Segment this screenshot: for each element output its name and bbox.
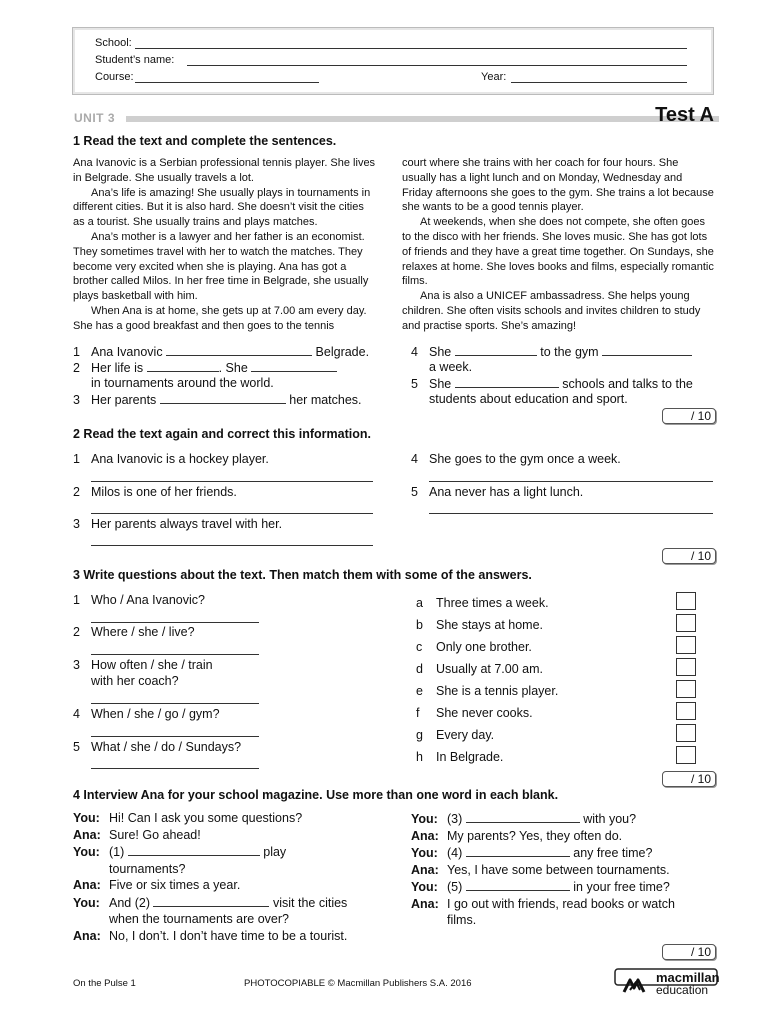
s3-question-3: 3 How often / she / train xyxy=(73,658,213,672)
blank[interactable] xyxy=(251,359,337,372)
footer-book-title: On the Pulse 1 xyxy=(73,978,136,989)
s3-answer-line-3[interactable] xyxy=(91,703,259,704)
s2-item-5: 5 Ana never has a light lunch. xyxy=(411,485,584,499)
match-box-b[interactable] xyxy=(676,614,696,632)
blank[interactable] xyxy=(147,359,219,372)
match-box-c[interactable] xyxy=(676,636,696,654)
school-field[interactable] xyxy=(135,48,687,49)
s1-item-2-cont: in tournaments around the world. xyxy=(91,376,274,390)
s3-question-4: 4 When / she / go / gym? xyxy=(73,707,220,721)
blank[interactable] xyxy=(166,343,312,356)
score-box-2[interactable]: / 10 xyxy=(662,548,716,564)
student-info-box xyxy=(72,27,714,95)
section-3-title: 3 Write questions about the text. Then match them with some of the answers. xyxy=(73,568,532,582)
course-field[interactable] xyxy=(135,82,319,83)
s2-answer-line-1[interactable] xyxy=(91,481,373,482)
s2-answer-line-2[interactable] xyxy=(91,513,373,514)
s2-item-2: 2 Milos is one of her friends. xyxy=(73,485,237,499)
s3-question-1: 1 Who / Ana Ivanovic? xyxy=(73,593,205,607)
s1-item-5-cont: students about education and sport. xyxy=(429,392,628,406)
student-name-label: Student’s name: xyxy=(95,54,175,66)
s1-item-5: 5 She schools and talks to the xyxy=(411,377,693,391)
test-title: Test A xyxy=(655,104,714,126)
section-4-title: 4 Interview Ana for your school magazine. Use more than one word in each blank. xyxy=(73,788,559,802)
section-1-title: 1 Read the text and complete the sentences. xyxy=(73,134,337,148)
s3-answer-d: d Usually at 7.00 am. xyxy=(416,662,543,676)
s3-question-3-cont: with her coach? xyxy=(91,674,179,688)
s2-item-3: 3 Her parents always travel with her. xyxy=(73,517,283,531)
blank-3[interactable] xyxy=(466,810,580,823)
s3-question-5: 5 What / she / do / Sundays? xyxy=(73,740,242,754)
s3-answer-e: e She is a tennis player. xyxy=(416,684,559,698)
s2-answer-line-5[interactable] xyxy=(429,513,713,514)
s3-answer-line-2[interactable] xyxy=(91,654,259,655)
s3-answer-h: h In Belgrade. xyxy=(416,750,504,764)
paragraph: At weekends, when she does not compete, she often goes to the disco with her friends. She loves music. She has got lots of friends and they have a great time together. On Sundays, she relaxes at home. She loves books and films, especially romantic films. xyxy=(402,216,714,288)
s3-answer-c: c Only one brother. xyxy=(416,640,532,654)
s2-answer-line-3[interactable] xyxy=(91,545,373,546)
unit-label: UNIT 3 xyxy=(74,111,116,125)
paragraph: When Ana is at home, she gets up at 7.00 am every day. She has a good breakfast and then goes to the tennis xyxy=(73,304,367,332)
blank-1[interactable] xyxy=(128,843,260,856)
logo-text-education: education xyxy=(656,983,709,997)
unit-bar xyxy=(74,104,714,128)
s3-answer-line-4[interactable] xyxy=(91,736,259,737)
s1-item-1: 1 Ana Ivanovic Belgrade. xyxy=(73,345,370,359)
s2-item-4: 4 She goes to the gym once a week. xyxy=(411,452,621,466)
s3-answer-f: f She never cooks. xyxy=(416,706,533,720)
dialogue-left: You: Hi! Can I ask you some questions? Ana: Sure! Go ahead! You: (1) play tournaments? Ana: Five or six times a year. You: And (2) visit the cities when the tournaments are over? Ana: No, I don’t. I don’t have time to be a tourist. xyxy=(73,811,348,943)
blank[interactable] xyxy=(160,391,286,404)
logo-text-macmillan: macmillan xyxy=(656,970,720,985)
s3-answer-a: a Three times a week. xyxy=(416,596,549,610)
footer-copyright: PHOTOCOPIABLE © Macmillan Publishers S.A. 2016 xyxy=(244,978,472,989)
reading-text-col1 xyxy=(73,156,378,334)
paragraph: Ana Ivanovic is a Serbian professional tennis player. She lives in Belgrade. She usually travels a lot. xyxy=(73,157,376,184)
school-label: School: xyxy=(95,37,132,49)
paragraph: Ana is also a UNICEF ambassadress. She helps young children. She often visits schools and invites children to study and practise sports. She’s amazing! xyxy=(402,290,701,332)
match-box-h[interactable] xyxy=(676,746,696,764)
section-2-title: 2 Read the text again and correct this information. xyxy=(73,427,371,441)
paragraph: Ana’s mother is a lawyer and her father is an economist. They sometimes travel with her to watch the matches. They become very excited when she is playing. Ana has got a brother called Milos. In her free time in Belgrade, she usually plays basketball with him. xyxy=(73,230,369,303)
blank[interactable] xyxy=(455,343,537,356)
paragraph: court where she trains with her coach for four hours. She usually has a light lunch and on Monday, Wednesday and Friday afternoons she goes to the gym. She trains a lot because she wants to be a good tennis player. xyxy=(402,157,714,214)
match-box-f[interactable] xyxy=(676,702,696,720)
paragraph: Ana’s life is amazing! She usually plays in tournaments in different cities. But it is also hard. She doesn’t visit the cities as a tourist. She usually trains and plays matches. xyxy=(73,186,371,229)
s1-item-4: 4 She to the gym xyxy=(411,343,692,360)
s3-answer-b: b She stays at home. xyxy=(416,618,544,632)
blank-2[interactable] xyxy=(153,894,269,907)
blank[interactable] xyxy=(602,343,692,356)
blank-5[interactable] xyxy=(466,878,570,891)
s3-answer-line-1[interactable] xyxy=(91,622,259,623)
match-box-g[interactable] xyxy=(676,724,696,742)
match-box-e[interactable] xyxy=(676,680,696,698)
s1-item-3: 3 Her parents her matches. xyxy=(73,393,362,407)
score-box-4[interactable]: / 10 xyxy=(662,944,716,960)
unit-rule xyxy=(126,116,719,122)
course-label: Course: xyxy=(95,71,134,83)
year-label: Year: xyxy=(481,71,507,83)
score-box-3[interactable]: / 10 xyxy=(662,771,716,787)
score-box-1[interactable]: / 10 xyxy=(662,408,716,424)
s3-question-2: 2 Where / she / live? xyxy=(73,625,195,639)
blank[interactable] xyxy=(455,375,559,388)
match-box-d[interactable] xyxy=(676,658,696,676)
s2-item-1: 1 Ana Ivanovic is a hockey player. xyxy=(73,452,269,466)
s3-answer-g: g Every day. xyxy=(416,728,495,742)
s2-answer-line-4[interactable] xyxy=(429,481,713,482)
s3-answer-line-5[interactable] xyxy=(91,768,259,769)
match-box-a[interactable] xyxy=(676,592,696,610)
dialogue-right: You: (3) with you? Ana: My parents? Yes, they often do. You: (4) any free time? Ana: Yes, I have some between tournaments. You: (5) in your free time? Ana: I go out with friends, read books or watch films. xyxy=(411,812,675,927)
macmillan-education-logo xyxy=(614,968,718,996)
s1-item-4-cont: a week. xyxy=(429,360,473,374)
reading-text-col2 xyxy=(402,156,714,334)
student-name-field[interactable] xyxy=(187,65,687,66)
s1-item-2: 2 Her life is . She xyxy=(73,359,337,376)
year-field[interactable] xyxy=(511,82,687,83)
blank-4[interactable] xyxy=(466,844,570,857)
